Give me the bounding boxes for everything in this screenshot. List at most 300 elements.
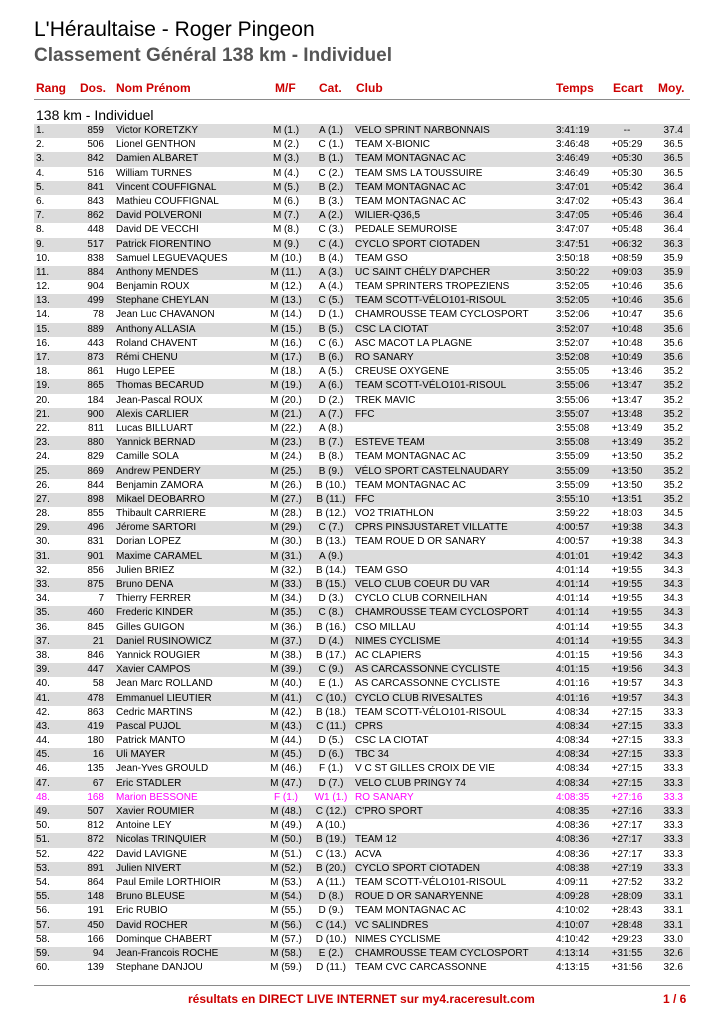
cell-temps: 4:08:36	[556, 820, 590, 832]
cell-mf: M (11.)	[270, 266, 302, 278]
cell-temps: 3:52:07	[556, 337, 590, 349]
cell-club: TEAM GSO	[355, 564, 408, 576]
cell-temps: 4:08:34	[556, 735, 590, 747]
cell-nom: Mikael DEOBARRO	[116, 493, 205, 505]
cell-moy: 35.6	[663, 337, 683, 349]
cell-moy: 34.3	[663, 692, 683, 704]
cell-temps: 3:52:05	[556, 295, 590, 307]
cell-dos: 846	[87, 649, 104, 661]
cell-ecart: +27:17	[611, 834, 643, 846]
table-row	[34, 848, 690, 862]
cell-ecart: +05:29	[611, 139, 643, 151]
cell-rang: 13.	[36, 295, 50, 307]
cell-club: ROUE D OR SANARYENNE	[355, 891, 484, 903]
cell-moy: 33.3	[663, 834, 683, 846]
cell-temps: 4:01:15	[556, 664, 590, 676]
cell-ecart: +29:23	[611, 933, 643, 945]
cell-mf: M (24.)	[270, 451, 302, 463]
cell-cat: D (2.)	[318, 394, 344, 406]
cell-ecart: +09:03	[611, 266, 643, 278]
table-row	[34, 677, 690, 691]
cell-nom: Frederic KINDER	[116, 607, 194, 619]
table-row	[34, 706, 690, 720]
cell-rang: 31.	[36, 550, 50, 562]
cell-mf: M (30.)	[270, 536, 302, 548]
cell-moy: 35.6	[663, 281, 683, 293]
cell-rang: 23.	[36, 437, 50, 449]
cell-temps: 4:08:36	[556, 848, 590, 860]
header-mf: M/F	[275, 81, 296, 95]
cell-rang: 57.	[36, 919, 50, 931]
cell-temps: 3:47:51	[556, 238, 590, 250]
page-number: 1 / 6	[663, 992, 687, 1006]
cell-cat: A (10.)	[316, 820, 346, 832]
cell-cat: A (11.)	[316, 876, 346, 888]
cell-nom: Andrew PENDERY	[116, 465, 201, 477]
cell-ecart: +27:15	[611, 720, 643, 732]
cell-dos: 419	[87, 720, 104, 732]
cell-dos: 838	[87, 252, 104, 264]
cell-temps: 3:47:02	[556, 195, 590, 207]
cell-ecart: +13:49	[611, 422, 643, 434]
cell-club: VELO CLUB COEUR DU VAR	[355, 579, 490, 590]
cell-rang: 34.	[36, 593, 50, 605]
cell-cat: B (20.)	[315, 862, 346, 874]
cell-ecart: +05:30	[611, 153, 643, 165]
cell-rang: 11.	[36, 266, 50, 278]
cell-mf: M (53.)	[270, 876, 302, 888]
cell-nom: Emmanuel LIEUTIER	[116, 692, 212, 704]
cell-nom: Patrick FIORENTINO	[116, 238, 212, 250]
cell-nom: Dorian LOPEZ	[116, 536, 182, 548]
cell-mf: M (36.)	[270, 621, 302, 633]
cell-ecart: +28:48	[611, 919, 643, 931]
cell-club: CHAMROUSSE TEAM CYCLOSPORT	[355, 607, 529, 619]
cell-ecart: +27:15	[611, 777, 643, 789]
cell-temps: 4:08:34	[556, 763, 590, 775]
cell-ecart: +05:48	[611, 224, 643, 236]
cell-cat: B (6.)	[318, 352, 344, 363]
cell-rang: 37.	[36, 635, 50, 647]
cell-ecart: +06:32	[611, 238, 643, 250]
cell-club: NIMES CYCLISME	[355, 635, 441, 647]
cell-mf: M (55.)	[270, 905, 302, 917]
cell-nom: Pascal PUJOL	[116, 720, 182, 732]
cell-nom: Eric RUBIO	[116, 905, 168, 917]
cell-temps: 3:47:01	[556, 181, 590, 193]
cell-club: TEAM CVC CARCASSONNE	[355, 962, 487, 974]
cell-nom: Marion BESSONE	[116, 791, 198, 803]
cell-nom: Eric STADLER	[116, 777, 182, 789]
cell-cat: C (5.)	[318, 295, 344, 307]
cell-ecart: +10:47	[611, 309, 643, 321]
cell-club: TEAM GSO	[355, 252, 408, 264]
table-row	[34, 890, 690, 904]
cell-cat: A (8.)	[319, 422, 343, 434]
cell-dos: 831	[87, 536, 104, 548]
cell-mf: M (3.)	[272, 153, 300, 165]
cell-temps: 4:08:34	[556, 749, 590, 761]
cell-rang: 50.	[36, 820, 50, 832]
cell-rang: 44.	[36, 735, 50, 747]
cell-ecart: +13:46	[611, 366, 643, 378]
table-row	[34, 479, 690, 493]
cell-dos: 844	[87, 479, 104, 491]
cell-ecart: +27:15	[611, 763, 643, 775]
cell-club: TEAM MONTAGNAC AC	[355, 195, 466, 207]
cell-ecart: +27:17	[611, 820, 643, 832]
cell-rang: 29.	[36, 522, 50, 534]
footer-text: résultats en DIRECT LIVE INTERNET sur my4.raceresult.com	[188, 992, 535, 1006]
cell-rang: 9.	[36, 238, 45, 250]
cell-mf: M (10.)	[270, 252, 302, 264]
header-club: Club	[356, 81, 383, 95]
table-row	[34, 266, 690, 280]
header-nom: Nom Prénom	[116, 81, 191, 95]
cell-temps: 4:10:42	[556, 933, 590, 945]
cell-cat: B (2.)	[318, 181, 344, 193]
cell-mf: M (40.)	[270, 678, 302, 690]
cell-temps: 4:08:34	[556, 777, 590, 789]
cell-mf: M (33.)	[270, 579, 302, 590]
cell-club: TEAM MONTAGNAC AC	[355, 153, 466, 165]
cell-club: CSO MILLAU	[355, 621, 416, 633]
cell-moy: 34.5	[663, 508, 683, 520]
cell-moy: 36.4	[663, 224, 683, 236]
table-row	[34, 450, 690, 464]
cell-club: VC SALINDRES	[355, 919, 429, 931]
cell-club: TEAM SCOTT-VÉLO101-RISOUL	[355, 706, 507, 718]
cell-dos: 191	[87, 905, 104, 917]
cell-club: TEAM SCOTT-VÉLO101-RISOUL	[355, 380, 507, 392]
page-subtitle: Classement Général 138 km - Individuel	[34, 45, 392, 66]
cell-dos: 58	[92, 678, 104, 690]
table-row	[34, 408, 690, 422]
cell-moy: 35.2	[663, 422, 683, 434]
cell-cat: D (5.)	[318, 735, 344, 747]
cell-mf: M (47.)	[270, 777, 302, 789]
cell-temps: 4:01:14	[556, 621, 590, 633]
cell-temps: 3:50:22	[556, 266, 590, 278]
cell-nom: Benjamin ROUX	[116, 281, 190, 293]
cell-ecart: +27:19	[611, 862, 643, 874]
cell-mf: M (29.)	[270, 522, 302, 534]
cell-ecart: +27:16	[611, 791, 643, 803]
table-row	[34, 649, 690, 663]
cell-rang: 52.	[36, 848, 50, 860]
cell-mf: M (16.)	[270, 337, 302, 349]
table-row	[34, 819, 690, 833]
cell-dos: 507	[87, 806, 104, 817]
cell-moy: 35.9	[663, 252, 683, 264]
header-ecart: Ecart	[613, 81, 644, 95]
cell-dos: 869	[87, 465, 104, 477]
cell-rang: 46.	[36, 763, 50, 775]
table-row	[34, 862, 690, 876]
cell-dos: 864	[87, 876, 104, 888]
cell-moy: 35.6	[663, 352, 683, 363]
cell-club: FFC	[355, 493, 375, 505]
cell-nom: Bruno DENA	[116, 579, 174, 590]
cell-mf: M (14.)	[270, 309, 302, 321]
cell-dos: 861	[87, 366, 104, 378]
cell-ecart: +13:50	[611, 465, 643, 477]
cell-mf: M (49.)	[270, 820, 302, 832]
cell-moy: 36.5	[663, 167, 683, 179]
cell-cat: B (18.)	[315, 706, 346, 718]
cell-club: TEAM MONTAGNAC AC	[355, 905, 466, 917]
cell-moy: 35.2	[663, 394, 683, 406]
cell-rang: 30.	[36, 536, 50, 548]
table-row	[34, 167, 690, 181]
cell-ecart: +31:55	[611, 947, 643, 959]
table-row	[34, 337, 690, 351]
cell-nom: Thomas BECARUD	[116, 380, 204, 392]
table-row	[34, 252, 690, 266]
cell-rang: 16.	[36, 337, 50, 349]
cell-nom: Jean Marc ROLLAND	[116, 678, 213, 690]
cell-club: VO2 TRIATHLON	[355, 508, 434, 520]
cell-cat: B (13.)	[315, 536, 346, 548]
cell-temps: 3:55:09	[556, 451, 590, 463]
cell-rang: 33.	[36, 579, 50, 590]
cell-rang: 60.	[36, 962, 50, 974]
cell-dos: 180	[87, 735, 104, 747]
cell-cat: W1 (1.)	[314, 791, 348, 803]
cell-dos: 499	[87, 295, 104, 307]
cell-dos: 889	[87, 323, 104, 335]
cell-moy: 36.4	[663, 181, 683, 193]
cell-cat: A (3.)	[319, 266, 343, 278]
cell-dos: 496	[87, 522, 104, 534]
cell-rang: 41.	[36, 692, 50, 704]
cell-club: TEAM MONTAGNAC AC	[355, 451, 466, 463]
cell-temps: 3:46:49	[556, 153, 590, 165]
cell-dos: 812	[87, 820, 104, 832]
cell-cat: B (19.)	[315, 834, 346, 846]
cell-moy: 33.3	[663, 706, 683, 718]
cell-moy: 34.3	[663, 522, 683, 534]
cell-dos: 139	[87, 962, 104, 974]
table-row	[34, 777, 690, 791]
cell-mf: M (17.)	[270, 352, 302, 363]
cell-nom: Julien NIVERT	[116, 862, 182, 874]
cell-mf: M (15.)	[270, 323, 302, 335]
cell-temps: 4:09:11	[556, 876, 589, 888]
cell-cat: C (12.)	[315, 806, 347, 817]
table-row	[34, 720, 690, 734]
cell-mf: M (59.)	[270, 962, 302, 974]
cell-club: AS CARCASSONNE CYCLISTE	[355, 664, 501, 676]
cell-mf: M (19.)	[270, 380, 302, 392]
cell-dos: 884	[87, 266, 104, 278]
cell-moy: 35.2	[663, 451, 683, 463]
cell-moy: 35.2	[663, 437, 683, 449]
cell-temps: 4:01:01	[556, 550, 590, 562]
cell-ecart: --	[623, 125, 631, 136]
cell-cat: C (6.)	[318, 337, 344, 349]
cell-mf: M (4.)	[272, 167, 300, 179]
cell-mf: M (58.)	[270, 947, 302, 959]
cell-moy: 35.9	[663, 266, 683, 278]
cell-temps: 4:00:57	[556, 522, 590, 534]
cell-temps: 3:55:05	[556, 366, 590, 378]
table-row	[34, 152, 690, 166]
cell-temps: 4:13:14	[556, 947, 590, 959]
cell-cat: D (3.)	[318, 593, 344, 605]
cell-ecart: +13:47	[611, 394, 643, 406]
cell-nom: Xavier ROUMIER	[116, 806, 195, 817]
cell-ecart: +19:55	[611, 593, 643, 605]
cell-rang: 3.	[36, 153, 45, 165]
cell-club: AS CARCASSONNE CYCLISTE	[355, 678, 501, 690]
cell-cat: C (10.)	[315, 692, 347, 704]
cell-moy: 33.3	[663, 777, 683, 789]
cell-nom: Samuel LEGUEVAQUES	[116, 252, 228, 264]
cell-nom: Anthony ALLASIA	[116, 323, 196, 335]
cell-cat: B (3.)	[318, 195, 344, 207]
cell-dos: 842	[87, 153, 104, 165]
table-row	[34, 564, 690, 578]
cell-club: CSC LA CIOTAT	[355, 735, 429, 747]
cell-nom: Paul Emile LORTHIOIR	[116, 876, 221, 888]
cell-nom: Lucas BILLUART	[116, 422, 194, 434]
results-table	[34, 124, 690, 975]
cell-mf: M (46.)	[270, 763, 302, 775]
cell-mf: M (50.)	[270, 834, 302, 846]
cell-mf: M (21.)	[270, 408, 302, 420]
cell-cat: D (6.)	[318, 749, 344, 761]
cell-temps: 4:01:16	[556, 692, 590, 704]
header-dos: Dos.	[80, 81, 107, 95]
cell-cat: B (15.)	[315, 579, 346, 590]
cell-temps: 3:46:49	[556, 167, 590, 179]
cell-dos: 841	[87, 181, 104, 193]
table-row	[34, 195, 690, 209]
cell-temps: 4:10:07	[556, 919, 590, 931]
cell-moy: 33.1	[663, 891, 683, 903]
cell-temps: 3:59:22	[556, 508, 590, 520]
cell-rang: 12.	[36, 281, 50, 293]
cell-cat: C (9.)	[318, 664, 344, 676]
cell-moy: 33.3	[663, 763, 683, 775]
cell-ecart: +28:43	[611, 905, 643, 917]
cell-nom: Thibault CARRIERE	[116, 508, 207, 520]
cell-rang: 5.	[36, 181, 45, 193]
table-row	[34, 933, 690, 947]
cell-club: TEAM 12	[355, 834, 397, 846]
cell-rang: 32.	[36, 564, 50, 576]
table-row	[34, 692, 690, 706]
cell-ecart: +19:42	[611, 550, 643, 562]
cell-dos: 450	[87, 919, 104, 931]
cell-cat: A (6.)	[319, 380, 343, 392]
cell-nom: Alexis CARLIER	[116, 408, 189, 420]
cell-nom: Benjamin ZAMORA	[116, 479, 204, 491]
cell-rang: 45.	[36, 749, 50, 761]
section-title: 138 km - Individuel	[36, 107, 154, 123]
cell-cat: B (5.)	[318, 323, 344, 335]
cell-nom: Jean-Francois ROCHE	[116, 947, 219, 959]
cell-dos: 872	[87, 834, 104, 846]
cell-cat: C (14.)	[315, 919, 347, 931]
cell-mf: M (43.)	[270, 720, 302, 732]
cell-cat: E (2.)	[318, 947, 344, 959]
cell-cat: B (14.)	[315, 564, 346, 576]
cell-nom: Stephane DANJOU	[116, 962, 203, 974]
cell-club: CPRS PINSJUSTARET VILLATTE	[355, 522, 508, 534]
cell-ecart: +10:48	[611, 337, 643, 349]
cell-mf: M (41.)	[270, 692, 302, 704]
table-row	[34, 535, 690, 549]
cell-nom: Xavier CAMPOS	[116, 664, 191, 676]
cell-dos: 856	[87, 564, 104, 576]
table-row	[34, 365, 690, 379]
cell-ecart: +19:55	[611, 579, 643, 590]
table-row	[34, 209, 690, 223]
cell-temps: 3:52:07	[556, 323, 590, 335]
cell-dos: 845	[87, 621, 104, 633]
cell-cat: A (1.)	[319, 125, 343, 136]
cell-ecart: +05:46	[611, 210, 643, 222]
table-row	[34, 280, 690, 294]
cell-ecart: +31:56	[611, 962, 643, 974]
cell-temps: 3:50:18	[556, 252, 590, 264]
cell-rang: 17.	[36, 352, 50, 363]
cell-temps: 3:52:06	[556, 309, 590, 321]
cell-cat: D (7.)	[318, 777, 344, 789]
cell-dos: 863	[87, 706, 104, 718]
cell-dos: 443	[87, 337, 104, 349]
cell-rang: 8.	[36, 224, 45, 236]
cell-rang: 25.	[36, 465, 50, 477]
cell-mf: M (37.)	[270, 635, 302, 647]
cell-dos: 843	[87, 195, 104, 207]
cell-rang: 39.	[36, 664, 50, 676]
cell-dos: 516	[87, 167, 104, 179]
cell-cat: C (1.)	[318, 139, 344, 151]
cell-rang: 10.	[36, 252, 50, 264]
table-row	[34, 734, 690, 748]
cell-dos: 898	[87, 493, 104, 505]
cell-rang: 42.	[36, 706, 50, 718]
cell-temps: 4:01:14	[556, 607, 590, 619]
cell-cat: B (7.)	[318, 437, 344, 449]
cell-dos: 506	[87, 139, 104, 151]
cell-ecart: +19:56	[611, 649, 643, 661]
table-row	[34, 181, 690, 195]
cell-club: TEAM MONTAGNAC AC	[355, 479, 466, 491]
cell-dos: 135	[87, 763, 104, 775]
cell-cat: C (7.)	[318, 522, 344, 534]
cell-cat: B (4.)	[318, 252, 344, 264]
cell-club: TEAM ROUE D OR SANARY	[355, 536, 486, 548]
cell-club: CHAMROUSSE TEAM CYCLOSPORT	[355, 947, 529, 959]
cell-cat: C (3.)	[318, 224, 344, 236]
cell-rang: 2.	[36, 139, 45, 151]
cell-cat: D (1.)	[318, 309, 344, 321]
cell-ecart: +27:16	[611, 806, 643, 817]
cell-ecart: +19:55	[611, 564, 643, 576]
cell-dos: 829	[87, 451, 104, 463]
cell-mf: M (5.)	[272, 181, 300, 193]
table-row	[34, 124, 690, 138]
cell-dos: 904	[87, 281, 104, 293]
cell-nom: Victor KORETZKY	[116, 125, 199, 136]
cell-ecart: +27:52	[611, 876, 643, 888]
cell-ecart: +18:03	[611, 508, 643, 520]
cell-temps: 3:55:09	[556, 479, 590, 491]
